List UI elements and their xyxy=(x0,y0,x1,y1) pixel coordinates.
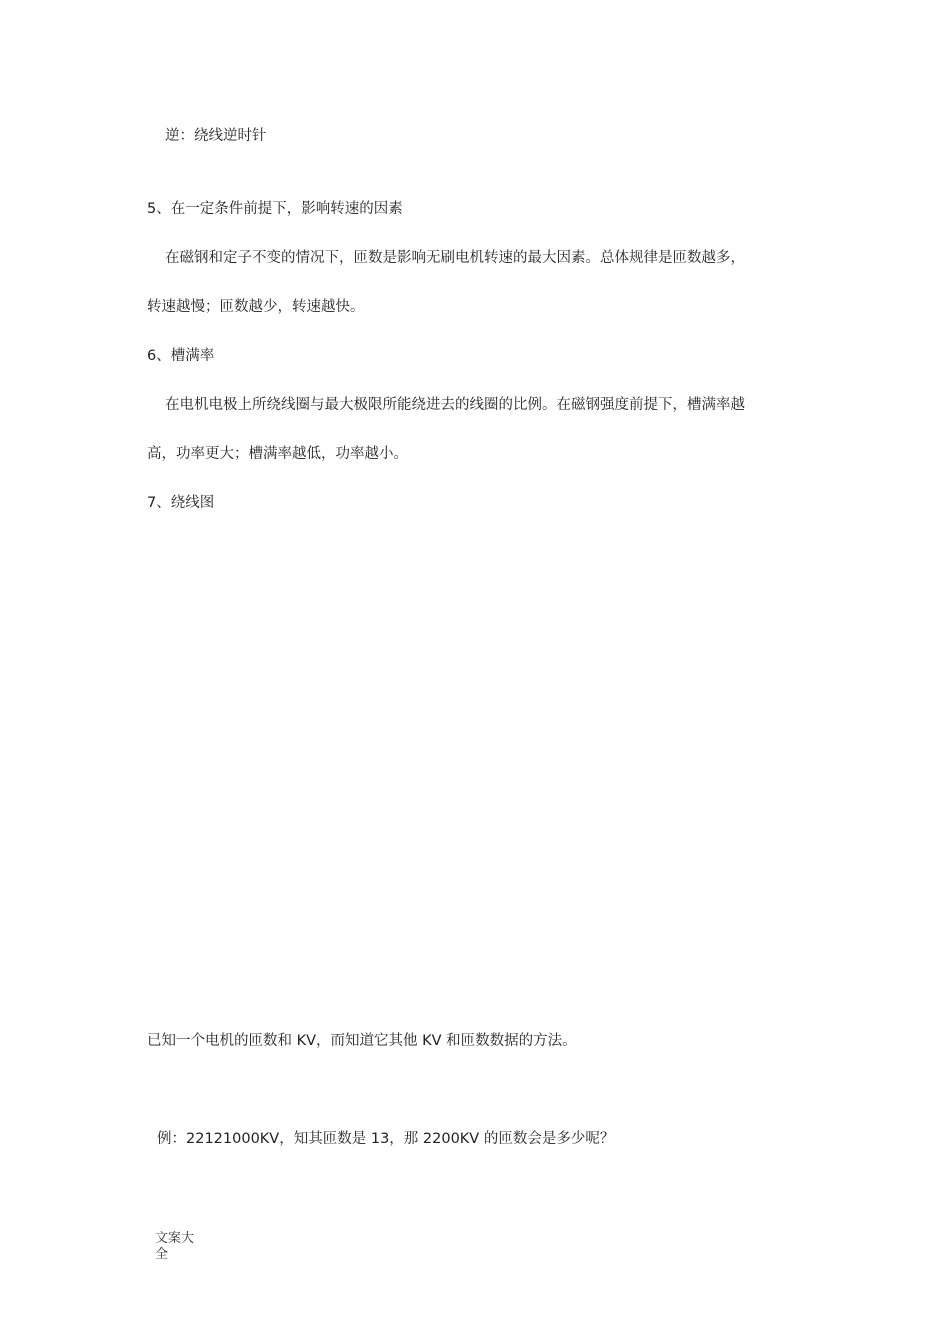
paragraph-example: 例：22121000KV，知其匝数是 13，那 2200KV 的匝数会是多少呢？ xyxy=(157,1131,615,1147)
paragraph-winding-direction: 逆：绕线逆时针 xyxy=(165,128,267,144)
paragraph-kv-method: 已知一个电机的匝数和 KV，而知道它其他 KV 和匝数数据的方法。 xyxy=(147,1033,577,1049)
section-heading-6: 6、槽满率 xyxy=(147,348,215,364)
footer-watermark: 文案大全 xyxy=(155,1231,195,1262)
section-heading-5: 5、在一定条件前提下，影响转速的因素 xyxy=(147,201,403,217)
paragraph-turns-line-2: 转速越慢；匝数越少，转速越快。 xyxy=(147,299,365,315)
section-heading-7: 7、绕线图 xyxy=(147,495,215,511)
paragraph-turns-line-1: 在磁钢和定子不变的情况下，匝数是影响无刷电机转速的最大因素。总体规律是匝数越多， xyxy=(165,250,745,266)
paragraph-slot-fill-line-2: 高，功率更大；槽满率越低，功率越小。 xyxy=(147,446,408,462)
paragraph-slot-fill-line-1: 在电机电极上所绕线圈与最大极限所能绕进去的线圈的比例。在磁钢强度前提下，槽满率越 xyxy=(165,397,745,413)
